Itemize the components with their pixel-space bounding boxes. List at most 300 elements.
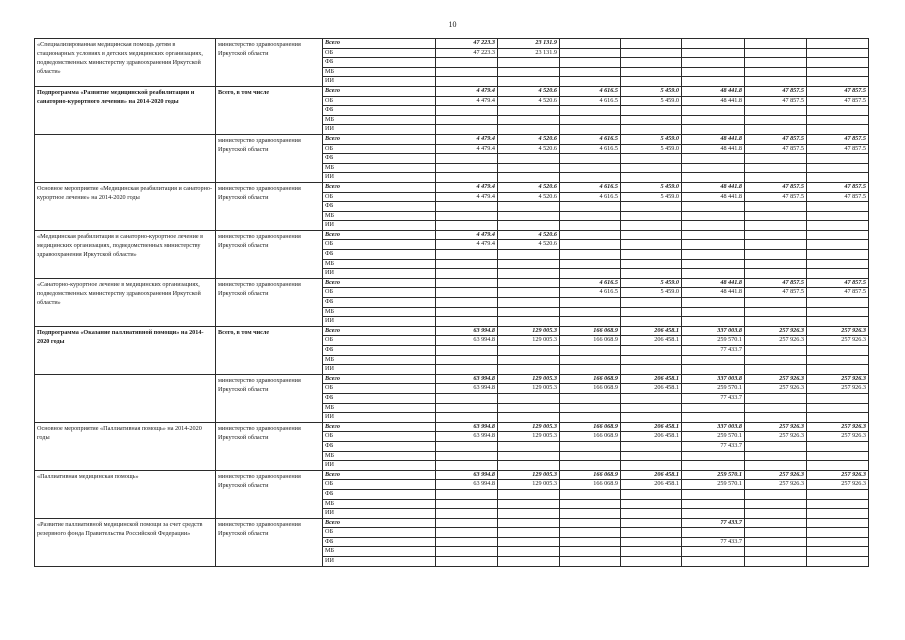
amount-cell: 77 433.7 bbox=[682, 346, 745, 356]
amount-cell bbox=[745, 259, 807, 269]
amount-cell bbox=[682, 499, 745, 509]
executor-cell: министерство здравоохранения Иркутской области bbox=[216, 374, 323, 422]
amount-cell bbox=[498, 298, 560, 308]
amount-cell: 257 926.3 bbox=[807, 326, 869, 336]
amount-cell bbox=[745, 211, 807, 221]
amount-cell: 5 459.0 bbox=[621, 86, 682, 96]
amount-cell bbox=[745, 163, 807, 173]
amount-cell bbox=[745, 461, 807, 471]
amount-cell bbox=[498, 67, 560, 77]
amount-cell: 129 005.3 bbox=[498, 336, 560, 346]
executor-cell: министерство здравоохранения Иркутской области bbox=[216, 134, 323, 182]
amount-cell bbox=[560, 441, 621, 451]
executor-cell: министерство здравоохранения Иркутской области bbox=[216, 422, 323, 470]
amount-cell: 4 616.5 bbox=[560, 96, 621, 106]
amount-cell bbox=[498, 115, 560, 125]
amount-cell bbox=[621, 77, 682, 87]
amount-cell: 5 459.0 bbox=[621, 278, 682, 288]
program-name-cell: Подпрограмма «Развитие медицинской реабилитации и санаторно-курортного лечения» на 2014-2020 годы bbox=[35, 86, 216, 134]
amount-cell bbox=[745, 115, 807, 125]
amount-cell bbox=[621, 499, 682, 509]
amount-cell bbox=[807, 307, 869, 317]
amount-cell bbox=[745, 67, 807, 77]
amount-cell: 4 479.4 bbox=[436, 182, 498, 192]
funding-source-cell: Всего bbox=[323, 374, 436, 384]
amount-cell bbox=[560, 346, 621, 356]
program-name-cell: «Паллиативная медицинская помощь» bbox=[35, 470, 216, 518]
amount-cell: 4 616.5 bbox=[560, 182, 621, 192]
program-name-cell: «Специализированная медицинская помощь детям в стационарных условиях в детских медицинских организациях, подведомственных министерству здравоохранения Иркутской области» bbox=[35, 39, 216, 87]
funding-source-cell: ОБ bbox=[323, 240, 436, 250]
amount-cell: 47 857.5 bbox=[807, 288, 869, 298]
funding-source-cell: Всего bbox=[323, 134, 436, 144]
amount-cell bbox=[745, 317, 807, 327]
amount-cell: 47 857.5 bbox=[745, 278, 807, 288]
amount-cell bbox=[560, 58, 621, 68]
amount-cell bbox=[807, 250, 869, 260]
funding-source-cell: ФБ bbox=[323, 346, 436, 356]
amount-cell bbox=[621, 537, 682, 547]
amount-cell: 47 857.5 bbox=[745, 86, 807, 96]
amount-cell bbox=[682, 230, 745, 240]
funding-source-cell: ФБ bbox=[323, 202, 436, 212]
amount-cell bbox=[807, 393, 869, 403]
funding-source-cell: ИИ bbox=[323, 317, 436, 327]
amount-cell: 63 994.8 bbox=[436, 374, 498, 384]
amount-cell bbox=[436, 115, 498, 125]
amount-cell bbox=[807, 163, 869, 173]
table-row bbox=[35, 278, 869, 288]
amount-cell bbox=[560, 461, 621, 471]
amount-cell: 257 926.3 bbox=[745, 432, 807, 442]
amount-cell bbox=[498, 307, 560, 317]
amount-cell bbox=[560, 365, 621, 375]
amount-cell: 48 441.8 bbox=[682, 86, 745, 96]
amount-cell bbox=[807, 154, 869, 164]
amount-cell bbox=[807, 557, 869, 567]
amount-cell: 166 068.9 bbox=[560, 422, 621, 432]
table-row bbox=[35, 182, 869, 192]
amount-cell: 5 459.0 bbox=[621, 288, 682, 298]
amount-cell: 4 520.6 bbox=[498, 134, 560, 144]
amount-cell bbox=[745, 518, 807, 528]
amount-cell: 5 459.0 bbox=[621, 96, 682, 106]
amount-cell: 4 520.6 bbox=[498, 96, 560, 106]
amount-cell bbox=[498, 77, 560, 87]
amount-cell bbox=[682, 202, 745, 212]
amount-cell bbox=[807, 403, 869, 413]
amount-cell: 257 926.3 bbox=[807, 470, 869, 480]
amount-cell: 4 616.5 bbox=[560, 288, 621, 298]
amount-cell: 257 926.3 bbox=[745, 384, 807, 394]
amount-cell: 166 068.9 bbox=[560, 336, 621, 346]
funding-source-cell: ОБ bbox=[323, 528, 436, 538]
amount-cell bbox=[498, 518, 560, 528]
amount-cell bbox=[621, 154, 682, 164]
amount-cell bbox=[498, 393, 560, 403]
amount-cell bbox=[621, 163, 682, 173]
amount-cell: 166 068.9 bbox=[560, 432, 621, 442]
amount-cell bbox=[807, 125, 869, 135]
amount-cell bbox=[745, 173, 807, 183]
executor-cell: министерство здравоохранения Иркутской области bbox=[216, 230, 323, 278]
amount-cell bbox=[682, 307, 745, 317]
amount-cell: 48 441.8 bbox=[682, 182, 745, 192]
amount-cell bbox=[560, 125, 621, 135]
amount-cell bbox=[621, 240, 682, 250]
amount-cell bbox=[436, 518, 498, 528]
funding-source-cell: МБ bbox=[323, 451, 436, 461]
amount-cell: 63 994.8 bbox=[436, 336, 498, 346]
amount-cell bbox=[621, 39, 682, 49]
amount-cell bbox=[560, 173, 621, 183]
funding-source-cell: Всего bbox=[323, 278, 436, 288]
amount-cell bbox=[436, 557, 498, 567]
amount-cell bbox=[807, 547, 869, 557]
amount-cell bbox=[745, 489, 807, 499]
amount-cell bbox=[560, 413, 621, 423]
amount-cell: 23 131.9 bbox=[498, 39, 560, 49]
amount-cell: 129 005.3 bbox=[498, 422, 560, 432]
amount-cell bbox=[621, 259, 682, 269]
amount-cell bbox=[560, 115, 621, 125]
amount-cell bbox=[807, 58, 869, 68]
funding-source-cell: ОБ bbox=[323, 288, 436, 298]
amount-cell: 166 068.9 bbox=[560, 480, 621, 490]
amount-cell: 4 616.5 bbox=[560, 134, 621, 144]
funding-source-cell: ФБ bbox=[323, 298, 436, 308]
program-name-cell: «Санаторно-курортное лечение в медицинских организациях, подведомственных министерству здравоохранения Иркутской области» bbox=[35, 278, 216, 326]
amount-cell bbox=[807, 173, 869, 183]
amount-cell bbox=[436, 58, 498, 68]
amount-cell bbox=[621, 298, 682, 308]
amount-cell: 129 005.3 bbox=[498, 470, 560, 480]
amount-cell bbox=[498, 509, 560, 519]
amount-cell bbox=[560, 67, 621, 77]
amount-cell bbox=[682, 489, 745, 499]
amount-cell bbox=[560, 240, 621, 250]
amount-cell bbox=[682, 154, 745, 164]
amount-cell bbox=[745, 365, 807, 375]
amount-cell bbox=[745, 537, 807, 547]
funding-source-cell: ФБ bbox=[323, 393, 436, 403]
amount-cell: 63 994.8 bbox=[436, 384, 498, 394]
amount-cell bbox=[682, 163, 745, 173]
amount-cell bbox=[498, 202, 560, 212]
amount-cell bbox=[807, 259, 869, 269]
amount-cell bbox=[436, 451, 498, 461]
amount-cell: 48 441.8 bbox=[682, 96, 745, 106]
amount-cell bbox=[682, 547, 745, 557]
amount-cell bbox=[498, 547, 560, 557]
amount-cell bbox=[436, 278, 498, 288]
amount-cell bbox=[560, 509, 621, 519]
amount-cell: 5 459.0 bbox=[621, 182, 682, 192]
amount-cell bbox=[560, 451, 621, 461]
amount-cell bbox=[436, 173, 498, 183]
amount-cell bbox=[498, 413, 560, 423]
amount-cell bbox=[807, 39, 869, 49]
amount-cell bbox=[560, 269, 621, 279]
amount-cell bbox=[436, 67, 498, 77]
amount-cell: 129 005.3 bbox=[498, 326, 560, 336]
amount-cell bbox=[436, 163, 498, 173]
amount-cell bbox=[560, 39, 621, 49]
funding-source-cell: МБ bbox=[323, 403, 436, 413]
amount-cell bbox=[498, 259, 560, 269]
program-name-cell: Основное мероприятие «Медицинская реабилитация и санаторно-курортное лечение» на 2014-2020 годы bbox=[35, 182, 216, 230]
amount-cell: 206 458.1 bbox=[621, 384, 682, 394]
amount-cell bbox=[560, 393, 621, 403]
amount-cell: 63 994.8 bbox=[436, 480, 498, 490]
amount-cell: 4 520.6 bbox=[498, 182, 560, 192]
amount-cell: 47 857.5 bbox=[807, 86, 869, 96]
amount-cell bbox=[436, 547, 498, 557]
amount-cell bbox=[807, 106, 869, 116]
table-row bbox=[35, 422, 869, 432]
amount-cell bbox=[682, 106, 745, 116]
amount-cell bbox=[745, 298, 807, 308]
amount-cell: 257 926.3 bbox=[807, 384, 869, 394]
amount-cell bbox=[807, 509, 869, 519]
amount-cell bbox=[807, 518, 869, 528]
funding-source-cell: Всего bbox=[323, 518, 436, 528]
amount-cell: 206 458.1 bbox=[621, 470, 682, 480]
funding-source-cell: Всего bbox=[323, 422, 436, 432]
amount-cell: 4 520.6 bbox=[498, 144, 560, 154]
amount-cell: 206 458.1 bbox=[621, 422, 682, 432]
amount-cell: 77 433.7 bbox=[682, 393, 745, 403]
amount-cell bbox=[436, 403, 498, 413]
amount-cell bbox=[745, 240, 807, 250]
funding-source-cell: Всего bbox=[323, 86, 436, 96]
program-name-cell: Основное мероприятие «Паллиативная помощь» на 2014-2020 годы bbox=[35, 422, 216, 470]
funding-source-cell: ИИ bbox=[323, 221, 436, 231]
program-name-cell bbox=[35, 374, 216, 422]
amount-cell bbox=[807, 269, 869, 279]
amount-cell bbox=[682, 403, 745, 413]
amount-cell bbox=[436, 250, 498, 260]
amount-cell: 47 857.5 bbox=[807, 144, 869, 154]
amount-cell: 63 994.8 bbox=[436, 326, 498, 336]
amount-cell bbox=[621, 125, 682, 135]
amount-cell: 4 520.6 bbox=[498, 230, 560, 240]
amount-cell: 4 479.4 bbox=[436, 192, 498, 202]
amount-cell bbox=[682, 355, 745, 365]
amount-cell: 129 005.3 bbox=[498, 384, 560, 394]
amount-cell bbox=[498, 58, 560, 68]
amount-cell bbox=[621, 557, 682, 567]
amount-cell bbox=[682, 259, 745, 269]
amount-cell: 4 616.5 bbox=[560, 192, 621, 202]
amount-cell bbox=[745, 269, 807, 279]
amount-cell: 47 223.3 bbox=[436, 39, 498, 49]
amount-cell bbox=[621, 250, 682, 260]
amount-cell bbox=[560, 202, 621, 212]
amount-cell: 166 068.9 bbox=[560, 374, 621, 384]
amount-cell bbox=[621, 528, 682, 538]
amount-cell bbox=[498, 557, 560, 567]
table-row bbox=[35, 374, 869, 384]
amount-cell: 77 433.7 bbox=[682, 537, 745, 547]
amount-cell bbox=[621, 106, 682, 116]
amount-cell bbox=[498, 211, 560, 221]
amount-cell: 337 003.8 bbox=[682, 326, 745, 336]
amount-cell: 257 926.3 bbox=[745, 422, 807, 432]
funding-source-cell: МБ bbox=[323, 211, 436, 221]
amount-cell: 47 857.5 bbox=[745, 144, 807, 154]
amount-cell bbox=[621, 509, 682, 519]
amount-cell bbox=[807, 346, 869, 356]
amount-cell: 4 479.4 bbox=[436, 230, 498, 240]
amount-cell bbox=[498, 403, 560, 413]
amount-cell bbox=[436, 499, 498, 509]
amount-cell bbox=[621, 58, 682, 68]
amount-cell bbox=[621, 48, 682, 58]
funding-source-cell: ОБ bbox=[323, 144, 436, 154]
amount-cell bbox=[807, 461, 869, 471]
table-row bbox=[35, 230, 869, 240]
amount-cell: 63 994.8 bbox=[436, 432, 498, 442]
amount-cell bbox=[745, 221, 807, 231]
amount-cell bbox=[745, 58, 807, 68]
funding-source-cell: Всего bbox=[323, 182, 436, 192]
amount-cell: 77 433.7 bbox=[682, 441, 745, 451]
amount-cell bbox=[745, 202, 807, 212]
amount-cell bbox=[498, 499, 560, 509]
amount-cell bbox=[621, 355, 682, 365]
amount-cell bbox=[745, 106, 807, 116]
program-name-cell bbox=[35, 134, 216, 182]
amount-cell bbox=[745, 528, 807, 538]
funding-source-cell: Всего bbox=[323, 470, 436, 480]
amount-cell bbox=[498, 106, 560, 116]
amount-cell bbox=[560, 355, 621, 365]
amount-cell bbox=[807, 317, 869, 327]
amount-cell: 4 616.5 bbox=[560, 144, 621, 154]
amount-cell bbox=[498, 537, 560, 547]
amount-cell: 77 433.7 bbox=[682, 518, 745, 528]
funding-source-cell: МБ bbox=[323, 115, 436, 125]
amount-cell: 166 068.9 bbox=[560, 470, 621, 480]
amount-cell: 4 520.6 bbox=[498, 192, 560, 202]
amount-cell bbox=[498, 346, 560, 356]
amount-cell bbox=[498, 365, 560, 375]
executor-cell: министерство здравоохранения Иркутской области bbox=[216, 470, 323, 518]
amount-cell bbox=[621, 461, 682, 471]
amount-cell bbox=[621, 317, 682, 327]
amount-cell bbox=[807, 355, 869, 365]
amount-cell bbox=[682, 48, 745, 58]
amount-cell bbox=[682, 173, 745, 183]
amount-cell bbox=[436, 528, 498, 538]
table-row bbox=[35, 86, 869, 96]
program-name-cell: «Развитие паллиативной медицинской помощи за счет средств резервного фонда Правительства Российской Федерации» bbox=[35, 518, 216, 566]
amount-cell: 166 068.9 bbox=[560, 326, 621, 336]
amount-cell bbox=[436, 269, 498, 279]
amount-cell: 206 458.1 bbox=[621, 374, 682, 384]
amount-cell bbox=[807, 499, 869, 509]
funding-source-cell: ИИ bbox=[323, 413, 436, 423]
funding-source-cell: ФБ bbox=[323, 154, 436, 164]
amount-cell bbox=[560, 528, 621, 538]
amount-cell bbox=[682, 365, 745, 375]
amount-cell bbox=[745, 403, 807, 413]
amount-cell bbox=[560, 221, 621, 231]
funding-source-cell: ФБ bbox=[323, 58, 436, 68]
amount-cell bbox=[436, 317, 498, 327]
funding-source-cell: ОБ bbox=[323, 96, 436, 106]
amount-cell: 257 926.3 bbox=[745, 326, 807, 336]
amount-cell bbox=[621, 489, 682, 499]
amount-cell: 48 441.8 bbox=[682, 144, 745, 154]
amount-cell bbox=[560, 106, 621, 116]
funding-source-cell: ИИ bbox=[323, 461, 436, 471]
amount-cell: 337 003.8 bbox=[682, 374, 745, 384]
executor-cell: Всего, в том числе bbox=[216, 326, 323, 374]
amount-cell: 47 857.5 bbox=[807, 96, 869, 106]
amount-cell: 257 926.3 bbox=[807, 422, 869, 432]
amount-cell bbox=[621, 346, 682, 356]
amount-cell bbox=[745, 307, 807, 317]
amount-cell bbox=[436, 259, 498, 269]
amount-cell bbox=[621, 451, 682, 461]
amount-cell: 257 926.3 bbox=[807, 336, 869, 346]
amount-cell: 129 005.3 bbox=[498, 374, 560, 384]
executor-cell: Всего, в том числе bbox=[216, 86, 323, 134]
funding-source-cell: Всего bbox=[323, 230, 436, 240]
amount-cell: 337 003.8 bbox=[682, 422, 745, 432]
amount-cell bbox=[498, 489, 560, 499]
amount-cell bbox=[682, 58, 745, 68]
amount-cell bbox=[682, 125, 745, 135]
amount-cell bbox=[498, 461, 560, 471]
amount-cell bbox=[436, 413, 498, 423]
amount-cell bbox=[436, 509, 498, 519]
amount-cell bbox=[745, 499, 807, 509]
amount-cell bbox=[498, 451, 560, 461]
amount-cell: 4 520.6 bbox=[498, 240, 560, 250]
funding-source-cell: ОБ bbox=[323, 384, 436, 394]
amount-cell bbox=[621, 67, 682, 77]
amount-cell bbox=[682, 557, 745, 567]
amount-cell: 259 570.1 bbox=[682, 470, 745, 480]
amount-cell: 4 479.4 bbox=[436, 144, 498, 154]
table-row bbox=[35, 326, 869, 336]
amount-cell: 63 994.8 bbox=[436, 422, 498, 432]
amount-cell bbox=[498, 441, 560, 451]
amount-cell bbox=[436, 307, 498, 317]
amount-cell bbox=[682, 298, 745, 308]
amount-cell bbox=[682, 528, 745, 538]
amount-cell bbox=[621, 202, 682, 212]
amount-cell bbox=[621, 403, 682, 413]
budget-table bbox=[34, 38, 869, 567]
amount-cell bbox=[560, 499, 621, 509]
amount-cell: 23 131.9 bbox=[498, 48, 560, 58]
amount-cell bbox=[745, 355, 807, 365]
funding-source-cell: ОБ bbox=[323, 48, 436, 58]
funding-source-cell: ОБ bbox=[323, 336, 436, 346]
amount-cell bbox=[745, 451, 807, 461]
amount-cell: 257 926.3 bbox=[745, 480, 807, 490]
amount-cell: 259 570.1 bbox=[682, 384, 745, 394]
page-number: 10 bbox=[448, 20, 457, 29]
amount-cell bbox=[436, 346, 498, 356]
amount-cell: 47 857.5 bbox=[745, 192, 807, 202]
table-row bbox=[35, 39, 869, 49]
amount-cell bbox=[807, 48, 869, 58]
